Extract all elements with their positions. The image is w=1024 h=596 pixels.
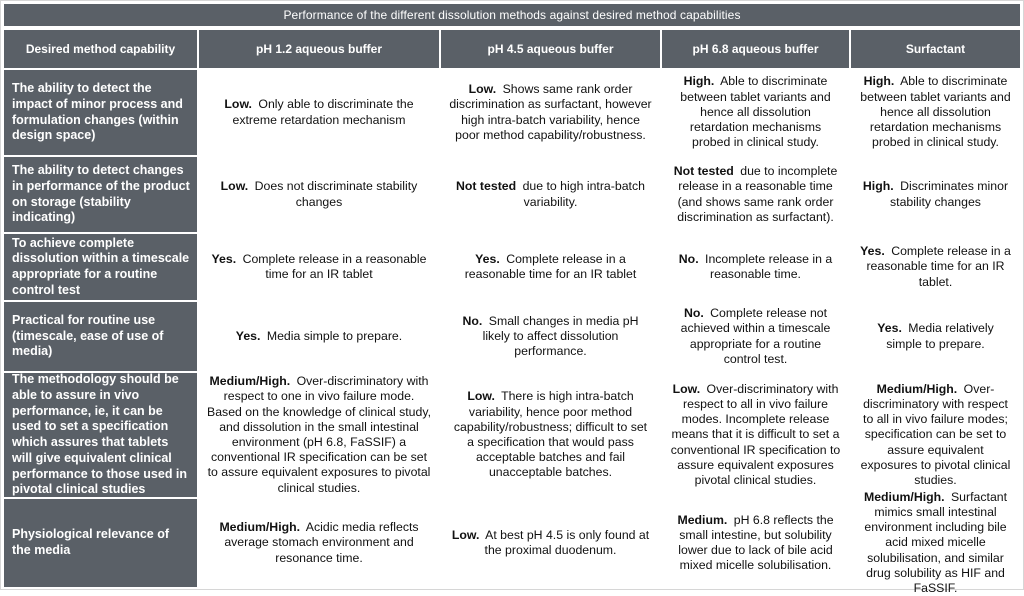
table-cell bbox=[441, 157, 660, 232]
cell-rating: Low. bbox=[220, 179, 249, 194]
cell-text: Able to discriminate between tablet variants and hence all dissolution retardation mechanisms probed in clinical study. bbox=[860, 74, 1011, 150]
table-cell bbox=[441, 499, 660, 587]
cell-rating: Yes. bbox=[860, 244, 885, 259]
cell-text: Complete release in a reasonable time for an IR tablet. bbox=[866, 244, 1011, 289]
row-header-label: To achieve complete dissolution within a timescale appropriate for a routine control test bbox=[12, 235, 190, 297]
cell-text: Shows same rank order discrimination as surfactant, however high intra-batch variability, hence poor method capability/robustness. bbox=[449, 82, 652, 142]
cell-text: Complete release not achieved within a timescale appropriate for a routine control test. bbox=[680, 306, 831, 366]
table-title: Performance of the different dissolution methods against desired method capabilities bbox=[4, 4, 1020, 26]
table-cell bbox=[851, 70, 1020, 155]
cell-rating: No. bbox=[462, 313, 483, 328]
cell-rating: Medium/High. bbox=[219, 520, 301, 535]
table-cell bbox=[199, 499, 439, 587]
cell-rating: Yes. bbox=[475, 251, 500, 266]
table-cell bbox=[441, 70, 660, 155]
cell-text: Complete release in a reasonable time for an IR tablet bbox=[242, 251, 427, 281]
cell-text: Does not discriminate stability changes bbox=[254, 179, 418, 209]
table-cell bbox=[851, 373, 1020, 497]
cell-text: Over-discriminatory with respect to one in vivo failure mode. Based on the knowledge of clinical study, and dissolution in the small intestinal environment (pH 6.8, FaSSIF) a conventional IR specification can be set to assure equivalent exposures to pivotal clinical studies. bbox=[207, 374, 431, 495]
row-header-complete-dissolution bbox=[4, 234, 197, 300]
cell-rating: High. bbox=[862, 179, 894, 194]
cell-text: due to incomplete release in a reasonable time (and shows same rank order discrimination as surfactant). bbox=[677, 164, 838, 224]
table-cell bbox=[662, 157, 849, 232]
table-cell bbox=[199, 302, 439, 371]
cell-rating: No. bbox=[678, 251, 699, 266]
cell-rating: Yes. bbox=[235, 328, 261, 343]
table-cell bbox=[199, 234, 439, 300]
table-cell bbox=[441, 302, 660, 371]
cell-text: Surfactant mimics small intestinal environment including bile acid mixed micelle solubilisation, and similar drug solubility as HIF and FaSSIF. bbox=[864, 489, 1008, 596]
cell-text: due to high intra-batch variability. bbox=[522, 179, 645, 209]
table-cell bbox=[662, 70, 849, 155]
cell-rating: Not tested bbox=[456, 179, 517, 194]
row-header-stability bbox=[4, 157, 197, 232]
column-header-ph45: pH 4.5 aqueous buffer bbox=[441, 30, 660, 68]
row-header-label: The ability to detect the impact of minor process and formulation changes (within design space) bbox=[12, 81, 183, 143]
table-cell bbox=[441, 373, 660, 497]
row-header-label: The methodology should be able to assure in vivo performance, ie, it can be used to set a specification which assures that tablets will give equivalent clinical performance to those used in pivotal clinical studies bbox=[12, 372, 188, 497]
table-cell bbox=[851, 302, 1020, 371]
table-cell bbox=[851, 489, 1020, 596]
cell-text: At best pH 4.5 is only found at the proximal duodenum. bbox=[484, 527, 650, 557]
cell-text: Acidic media reflects average stomach environment and resonance time. bbox=[224, 520, 419, 565]
cell-rating: High. bbox=[863, 74, 895, 89]
cell-text: pH 6.8 reflects the small intestine, but solubility lower due to lack of bile acid mixed micelle solubilisation. bbox=[678, 512, 834, 573]
column-header-ph68: pH 6.8 aqueous buffer bbox=[662, 30, 849, 68]
cell-text: Incomplete release in a reasonable time. bbox=[705, 251, 833, 281]
row-header-practical-use bbox=[4, 302, 197, 371]
cell-rating: Medium. bbox=[677, 512, 728, 527]
cell-rating: Low. bbox=[672, 381, 701, 396]
cell-text: Discriminates minor stability changes bbox=[890, 179, 1009, 209]
row-header-label: Practical for routine use (timescale, ease of use of media) bbox=[12, 312, 164, 359]
row-header-minor-changes bbox=[4, 70, 197, 155]
row-header-physiological-relevance bbox=[4, 499, 197, 587]
table-cell bbox=[662, 499, 849, 587]
table-cell bbox=[199, 70, 439, 155]
cell-text: Over-discriminatory with respect to all in vivo failure modes. Incomplete release means that it is difficult to set a conventional IR specification to assure equivalent exposures pivotal clinical studies. bbox=[670, 381, 841, 488]
cell-rating: Yes. bbox=[211, 251, 237, 266]
cell-text: Media relatively simple to prepare. bbox=[886, 321, 994, 351]
cell-rating: Yes. bbox=[877, 321, 902, 336]
table-cell bbox=[199, 373, 439, 497]
column-header-ph12: pH 1.2 aqueous buffer bbox=[199, 30, 439, 68]
cell-rating: Low. bbox=[224, 97, 252, 112]
table-cell bbox=[199, 157, 439, 232]
table-cell bbox=[851, 234, 1020, 300]
row-header-label: The ability to detect changes in performance of the product on storage (stability indicating) bbox=[12, 163, 190, 225]
cell-text: Only able to discriminate the extreme retardation mechanism bbox=[232, 97, 414, 127]
table-cell bbox=[851, 157, 1020, 232]
cell-text: Complete release in a reasonable time for an IR tablet bbox=[464, 251, 637, 281]
dissolution-table bbox=[4, 30, 1020, 596]
cell-rating: Low. bbox=[467, 389, 495, 404]
table-cell bbox=[662, 302, 849, 371]
cell-text: Media simple to prepare. bbox=[266, 328, 403, 343]
cell-rating: High. bbox=[683, 74, 715, 89]
column-header-surfactant: Surfactant bbox=[851, 30, 1020, 68]
cell-rating: Not tested bbox=[673, 164, 734, 179]
cell-rating: No. bbox=[683, 306, 704, 321]
table-cell bbox=[662, 234, 849, 300]
table-cell bbox=[441, 234, 660, 300]
cell-text: Small changes in media pH likely to affect dissolution performance. bbox=[482, 313, 639, 359]
cell-rating: Low. bbox=[468, 82, 497, 97]
row-header-label: Physiological relevance of the media bbox=[12, 527, 170, 557]
cell-text: Able to discriminate between tablet variants and hence all dissolution retardation mechanisms probed in clinical study. bbox=[680, 74, 831, 150]
cell-rating: Medium/High. bbox=[876, 381, 958, 396]
column-header-capability: Desired method capability bbox=[4, 30, 197, 68]
cell-rating: Medium/High. bbox=[863, 489, 945, 504]
row-header-in-vivo-performance bbox=[4, 373, 197, 497]
cell-text: There is high intra-batch variability, hence poor method capability/robustness; difficult to set a specification that would pass acceptable batches and fail unacceptable batches. bbox=[453, 389, 648, 480]
table-cell bbox=[662, 373, 849, 497]
cell-rating: Medium/High. bbox=[209, 374, 291, 389]
cell-rating: Low. bbox=[451, 527, 480, 542]
cell-text: Over-discriminatory with respect to all in vivo failure modes; specification can be set to assure equivalent exposures to pivotal clinical studies. bbox=[860, 381, 1011, 488]
